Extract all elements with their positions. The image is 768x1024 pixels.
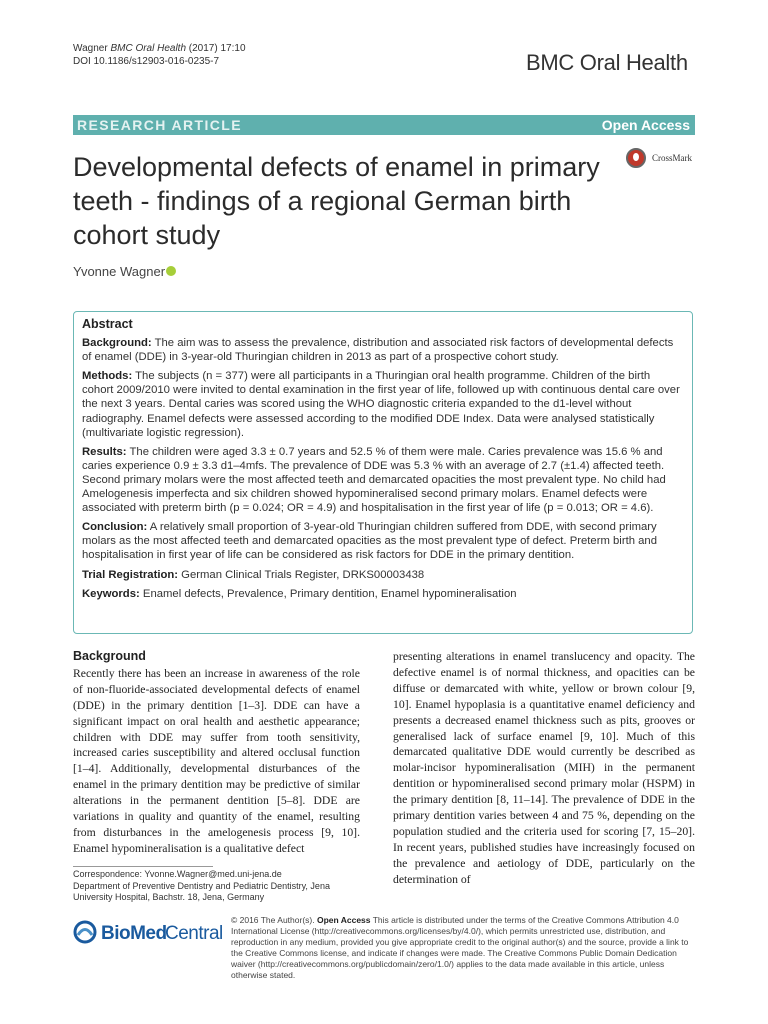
logo-text-central: Central bbox=[165, 923, 223, 944]
abstract-keywords: Keywords: Enamel defects, Prevalence, Primary dentition, Enamel hypomineralisation bbox=[82, 587, 517, 600]
citation-journal: BMC Oral Health bbox=[110, 43, 187, 54]
article-type-label: RESEARCH ARTICLE bbox=[77, 117, 242, 133]
body-column-right bbox=[393, 649, 695, 888]
biomed-central-logo bbox=[73, 920, 223, 950]
abstract-conclusion: Conclusion: A relatively small proportion of 3-year-old Thuringian children suffered from DDE, with second primary molars as the most affected teeth and demarcated opacities as the most prevalent type of defect. Preterm birth and hospitalisation in first year of life can be considered as risk factors for DDE in the primary dentition. bbox=[82, 521, 657, 562]
correspondence-email[interactable]: Correspondence: Yvonne.Wagner@med.uni-jena.de bbox=[73, 869, 282, 879]
abstract-methods: Methods: The subjects (n = 377) were all participants in a Thuringian oral health programme. Children of the birth cohort 2009/2010 were invited to dental examination in the first year of life, followed up with continuous dental care over the next 3 years. Dental caries was scored using the WHO diagnostic criteria expanded to the d1-level without radiography. Enamel defects were assessed according to the modified DDE Index. Data were analysed statistically (multivariate logistic regression). bbox=[82, 370, 680, 439]
author-affiliation: Department of Preventive Dentistry and Pediatric Dentistry, Jena University Hospital, Bachstr. 18, Jena, Germany bbox=[73, 880, 330, 902]
crossmark-badge[interactable] bbox=[626, 147, 698, 175]
article-title: Developmental defects of enamel in primary teeth - findings of a regional German birth cohort study bbox=[73, 152, 600, 250]
crossmark-label: CrossMark bbox=[652, 153, 692, 163]
author-line bbox=[73, 264, 176, 279]
orcid-icon[interactable] bbox=[166, 266, 176, 276]
body-column-left bbox=[73, 649, 360, 857]
citation-author: Wagner bbox=[73, 43, 108, 54]
abstract-box bbox=[73, 311, 693, 634]
body-text-left: Recently there has been an increase in awareness of the role of non-fluoride-associated developmental defects of enamel (DDE) in the primary dentition [1–3]. DDE can have a significant impact on oral health and aesthetic appearance; children with DDE may suffer from tooth sensitivity, increased caries susceptibility and altered occlusal function [1–4]. Additionally, developmental disturbances of the enamel in the primary dentition may be predictive of similar alterations in the permanent dentition [5–8]. DDE are variations in quality and quantity of the enamel, resulting from disturbances in the amelogenesis process [9, 10]. Enamel hypomineralisation is a qualitative defect bbox=[73, 666, 360, 855]
crossmark-icon bbox=[626, 148, 646, 168]
citation-volume: (2017) 17:10 bbox=[186, 43, 246, 54]
abstract-heading: Abstract bbox=[82, 317, 133, 331]
body-text-right: presenting alterations in enamel translucency and opacity. The defective enamel is of normal thickness, and opacities can be diffuse or demarcated with white, yellow or brown colour [9, 10]. Enamel hypoplasia is a quantitative enamel deficiency and presents a decreased enamel thickness such as pits, grooves or generalised lack of surface enamel [9, 10]. Much of this demarcated qualitative DDE would currently be described as molar-incisor hypomineralisation (MIH) in the permanent dentition or hypomineralised second primary molar (HSPM) in the primary dentition [8, 11–14]. The prevalence of DDE in the primary dentition varies between 4 and 75 %, depending on the population studied and the criteria used for scoring [7, 15–20]. In recent years, published studies have increasingly focused on the prevalence and aetiology of DDE, particularly on the determination of bbox=[393, 650, 695, 886]
footnote bbox=[73, 869, 360, 904]
abstract-results: Results: The children were aged 3.3 ± 0.7 years and 52.5 % of them were male. Caries prevalence was 15.6 % and caries experience 0.9 ± 3.3 d1–4mfs. The prevalence of DDE was 5.3 % with an average of 2.7 (±1.4) affected teeth. Second primary molars were the most affected teeth and demarcated opacities the most prevalent type. No child had Amelogenesis imperfecta and six children showed hypomineralised second primary molars. Enamel defects were associated with preterm birth (p = 0.024; OR = 4.9) and hospitalisation in the first year of life (p = 0.013; OR = 4.6). bbox=[82, 445, 666, 515]
logo-text-biomed: BioMed bbox=[101, 923, 167, 944]
journal-name: BMC Oral Health bbox=[526, 50, 688, 75]
background-heading: Background bbox=[73, 649, 146, 663]
abstract-trial-registration: Trial Registration: German Clinical Trials Register, DRKS00003438 bbox=[82, 568, 425, 581]
article-type-bar bbox=[73, 115, 695, 135]
license-statement: © 2016 The Author(s). Open Access This article is distributed under the terms of the Creative Commons Attribution 4.0 International License (http://creativecommons.org/licenses/by/4.0/), which permits unrestricted use, distribution, and reproduction in any medium, provided you give appropriate credit to the original author(s) and the source, provide a link to the Creative Commons license, and indicate if changes were made. The Creative Commons Public Domain Dedication waiver (http://creativecommons.org/publicdomain/zero/1.0/) applies to the data made available in this article, unless otherwise stated. bbox=[231, 915, 689, 980]
doi-link[interactable]: DOI 10.1186/s12903-016-0235-7 bbox=[73, 56, 220, 67]
open-access-label: Open Access bbox=[601, 117, 690, 133]
author-name: Yvonne Wagner bbox=[73, 264, 166, 279]
footnote-divider bbox=[73, 866, 213, 867]
abstract-background: Background: The aim was to assess the prevalence, distribution and associated risk factors of developmental defects of enamel (DDE) in 3-year-old Thuringian children in 2013 as part of a prospective cohort study. bbox=[82, 337, 674, 364]
citation-header bbox=[73, 42, 246, 68]
biomed-central-swirl-icon bbox=[73, 920, 97, 944]
